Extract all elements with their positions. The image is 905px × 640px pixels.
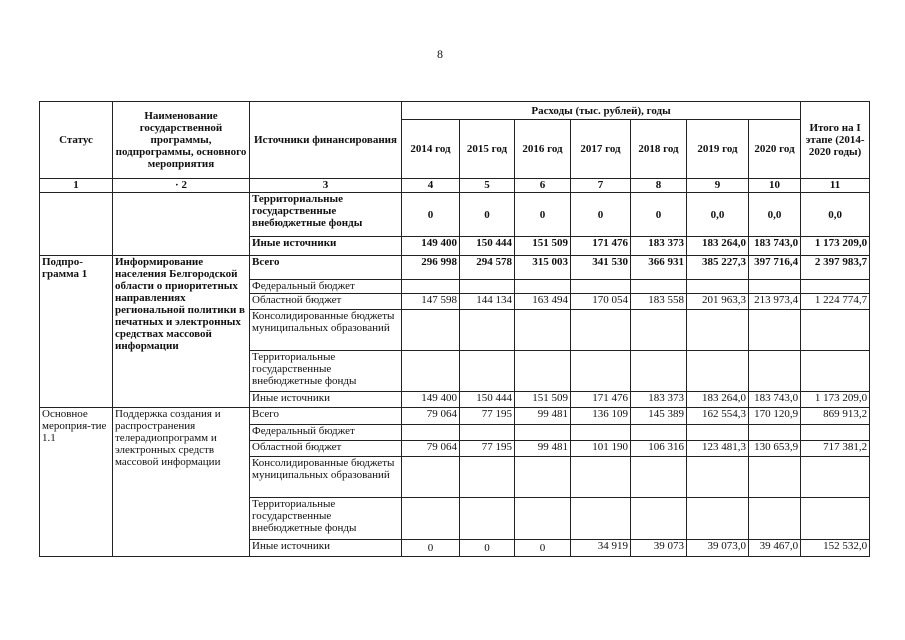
column-number: 11	[801, 179, 870, 193]
value-cell	[749, 310, 801, 351]
column-number: 9	[687, 179, 749, 193]
value-cell	[402, 280, 460, 294]
table-row	[40, 193, 870, 237]
value-cell: 0	[515, 193, 571, 237]
value-cell: 170 120,9	[749, 408, 801, 425]
source-label: Областной бюджет	[250, 441, 402, 457]
value-cell	[631, 351, 687, 392]
value-cell	[631, 457, 687, 498]
value-cell: 869 913,2	[801, 408, 870, 425]
header-year: 2018 год	[631, 120, 687, 179]
value-cell	[402, 457, 460, 498]
value-cell: 296 998	[402, 256, 460, 280]
header-year: 2015 год	[460, 120, 515, 179]
value-cell: 77 195	[460, 408, 515, 425]
value-cell: 183 558	[631, 294, 687, 310]
value-cell: 717 381,2	[801, 441, 870, 457]
header-year: 2016 год	[515, 120, 571, 179]
column-number: 6	[515, 179, 571, 193]
source-label: Иные источники	[250, 392, 402, 408]
value-cell	[749, 457, 801, 498]
column-number: 8	[631, 179, 687, 193]
subprogram-name: Информирование населения Белгородской области о приоритетных направлениях региональной политики в печатных и электронных средствах массовой информации	[113, 256, 250, 408]
table-row	[40, 256, 870, 280]
value-cell	[749, 498, 801, 540]
value-cell	[460, 498, 515, 540]
source-label: Территориальные государственные внебюджетные фонды	[250, 351, 402, 392]
column-number: 5	[460, 179, 515, 193]
value-cell: 171 476	[571, 237, 631, 256]
value-cell	[801, 425, 870, 441]
value-cell: 79 064	[402, 441, 460, 457]
value-cell	[687, 457, 749, 498]
value-cell	[571, 457, 631, 498]
column-number: · 2	[113, 179, 250, 193]
value-cell: 171 476	[571, 392, 631, 408]
value-cell	[460, 280, 515, 294]
value-cell	[801, 310, 870, 351]
column-number: 4	[402, 179, 460, 193]
value-cell: 34 919	[571, 540, 631, 557]
value-cell	[402, 425, 460, 441]
source-label: Иные источники	[250, 540, 402, 557]
value-cell	[515, 425, 571, 441]
value-cell	[687, 280, 749, 294]
value-cell: 397 716,4	[749, 256, 801, 280]
value-cell	[571, 280, 631, 294]
value-cell: 0	[402, 193, 460, 237]
value-cell	[460, 457, 515, 498]
source-label: Федеральный бюджет	[250, 280, 402, 294]
value-cell	[460, 351, 515, 392]
value-cell: 385 227,3	[687, 256, 749, 280]
value-cell: 183 264,0	[687, 392, 749, 408]
value-cell: 101 190	[571, 441, 631, 457]
value-cell	[749, 351, 801, 392]
column-number: 10	[749, 179, 801, 193]
value-cell	[687, 425, 749, 441]
source-label: Всего	[250, 256, 402, 280]
subprogram-status: Подпро-грамма 1	[40, 256, 113, 408]
value-cell: 366 931	[631, 256, 687, 280]
budget-table	[39, 101, 870, 557]
value-cell: 151 509	[515, 392, 571, 408]
value-cell: 39 073	[631, 540, 687, 557]
value-cell: 77 195	[460, 441, 515, 457]
value-cell: 151 509	[515, 237, 571, 256]
value-cell	[402, 498, 460, 540]
source-label: Федеральный бюджет	[250, 425, 402, 441]
value-cell: 0,0	[749, 193, 801, 237]
value-cell: 147 598	[402, 294, 460, 310]
value-cell: 183 373	[631, 237, 687, 256]
value-cell: 315 003	[515, 256, 571, 280]
header-expenses: Расходы (тыс. рублей), годы	[402, 102, 801, 120]
value-cell	[801, 457, 870, 498]
value-cell	[801, 280, 870, 294]
header-sources: Источники финансирования	[250, 102, 402, 179]
value-cell: 183 373	[631, 392, 687, 408]
value-cell: 0	[460, 540, 515, 557]
column-number: 3	[250, 179, 402, 193]
value-cell: 0	[571, 193, 631, 237]
value-cell: 149 400	[402, 237, 460, 256]
value-cell: 0	[402, 540, 460, 557]
value-cell: 0	[631, 193, 687, 237]
source-label: Иные источники	[250, 237, 402, 256]
source-label: Территориальные государственные внебюджетные фонды	[250, 193, 402, 237]
value-cell: 0	[460, 193, 515, 237]
value-cell	[687, 498, 749, 540]
value-cell: 183 264,0	[687, 237, 749, 256]
value-cell: 39 073,0	[687, 540, 749, 557]
value-cell	[631, 498, 687, 540]
header-year: 2020 год	[749, 120, 801, 179]
value-cell	[687, 310, 749, 351]
source-label: Всего	[250, 408, 402, 425]
value-cell	[631, 425, 687, 441]
value-cell	[571, 425, 631, 441]
value-cell: 144 134	[460, 294, 515, 310]
source-label: Территориальные государственные внебюджетные фонды	[250, 498, 402, 540]
header-year: 2019 год	[687, 120, 749, 179]
value-cell: 99 481	[515, 408, 571, 425]
value-cell: 0,0	[687, 193, 749, 237]
value-cell: 130 653,9	[749, 441, 801, 457]
header-name: Наименование государственной программы, подпрограммы, основного мероприятия	[113, 102, 250, 179]
value-cell	[749, 425, 801, 441]
value-cell: 149 400	[402, 392, 460, 408]
source-label: Областной бюджет	[250, 294, 402, 310]
value-cell: 99 481	[515, 441, 571, 457]
value-cell	[515, 310, 571, 351]
measure-status: Основное мероприя-тие 1.1	[40, 408, 113, 557]
value-cell	[571, 310, 631, 351]
source-label: Консолидированные бюджеты муниципальных образований	[250, 310, 402, 351]
header-year: 2014 год	[402, 120, 460, 179]
value-cell	[749, 280, 801, 294]
value-cell: 2 397 983,7	[801, 256, 870, 280]
value-cell: 152 532,0	[801, 540, 870, 557]
value-cell	[460, 425, 515, 441]
value-cell: 163 494	[515, 294, 571, 310]
column-number: 7	[571, 179, 631, 193]
value-cell: 1 173 209,0	[801, 392, 870, 408]
value-cell	[402, 310, 460, 351]
source-label: Консолидированные бюджеты муниципальных образований	[250, 457, 402, 498]
value-cell: 0,0	[801, 193, 870, 237]
value-cell	[631, 280, 687, 294]
value-cell: 213 973,4	[749, 294, 801, 310]
column-number: 1	[40, 179, 113, 193]
value-cell	[460, 310, 515, 351]
value-cell: 183 743,0	[749, 237, 801, 256]
header-total: Итого на I этапе (2014-2020 годы)	[801, 102, 870, 179]
value-cell	[571, 498, 631, 540]
value-cell: 170 054	[571, 294, 631, 310]
value-cell	[571, 351, 631, 392]
measure-name: Поддержка создания и распространения телерадиопрограмм и электронных средств массовой информации	[113, 408, 250, 557]
value-cell: 79 064	[402, 408, 460, 425]
value-cell	[687, 351, 749, 392]
value-cell: 150 444	[460, 237, 515, 256]
value-cell: 162 554,3	[687, 408, 749, 425]
value-cell: 294 578	[460, 256, 515, 280]
value-cell: 150 444	[460, 392, 515, 408]
table-row	[40, 408, 870, 425]
value-cell: 201 963,3	[687, 294, 749, 310]
header-status: Статус	[40, 102, 113, 179]
value-cell: 39 467,0	[749, 540, 801, 557]
value-cell	[515, 351, 571, 392]
value-cell: 123 481,3	[687, 441, 749, 457]
page-number: 8	[437, 47, 443, 61]
value-cell: 106 316	[631, 441, 687, 457]
value-cell: 136 109	[571, 408, 631, 425]
value-cell: 183 743,0	[749, 392, 801, 408]
value-cell: 145 389	[631, 408, 687, 425]
value-cell	[515, 280, 571, 294]
value-cell: 0	[515, 540, 571, 557]
value-cell	[402, 351, 460, 392]
value-cell	[515, 457, 571, 498]
header-year: 2017 год	[571, 120, 631, 179]
value-cell	[801, 351, 870, 392]
column-number-row	[40, 179, 870, 193]
value-cell: 1 224 774,7	[801, 294, 870, 310]
value-cell	[631, 310, 687, 351]
value-cell: 341 530	[571, 256, 631, 280]
value-cell	[515, 498, 571, 540]
value-cell	[801, 498, 870, 540]
value-cell: 1 173 209,0	[801, 237, 870, 256]
